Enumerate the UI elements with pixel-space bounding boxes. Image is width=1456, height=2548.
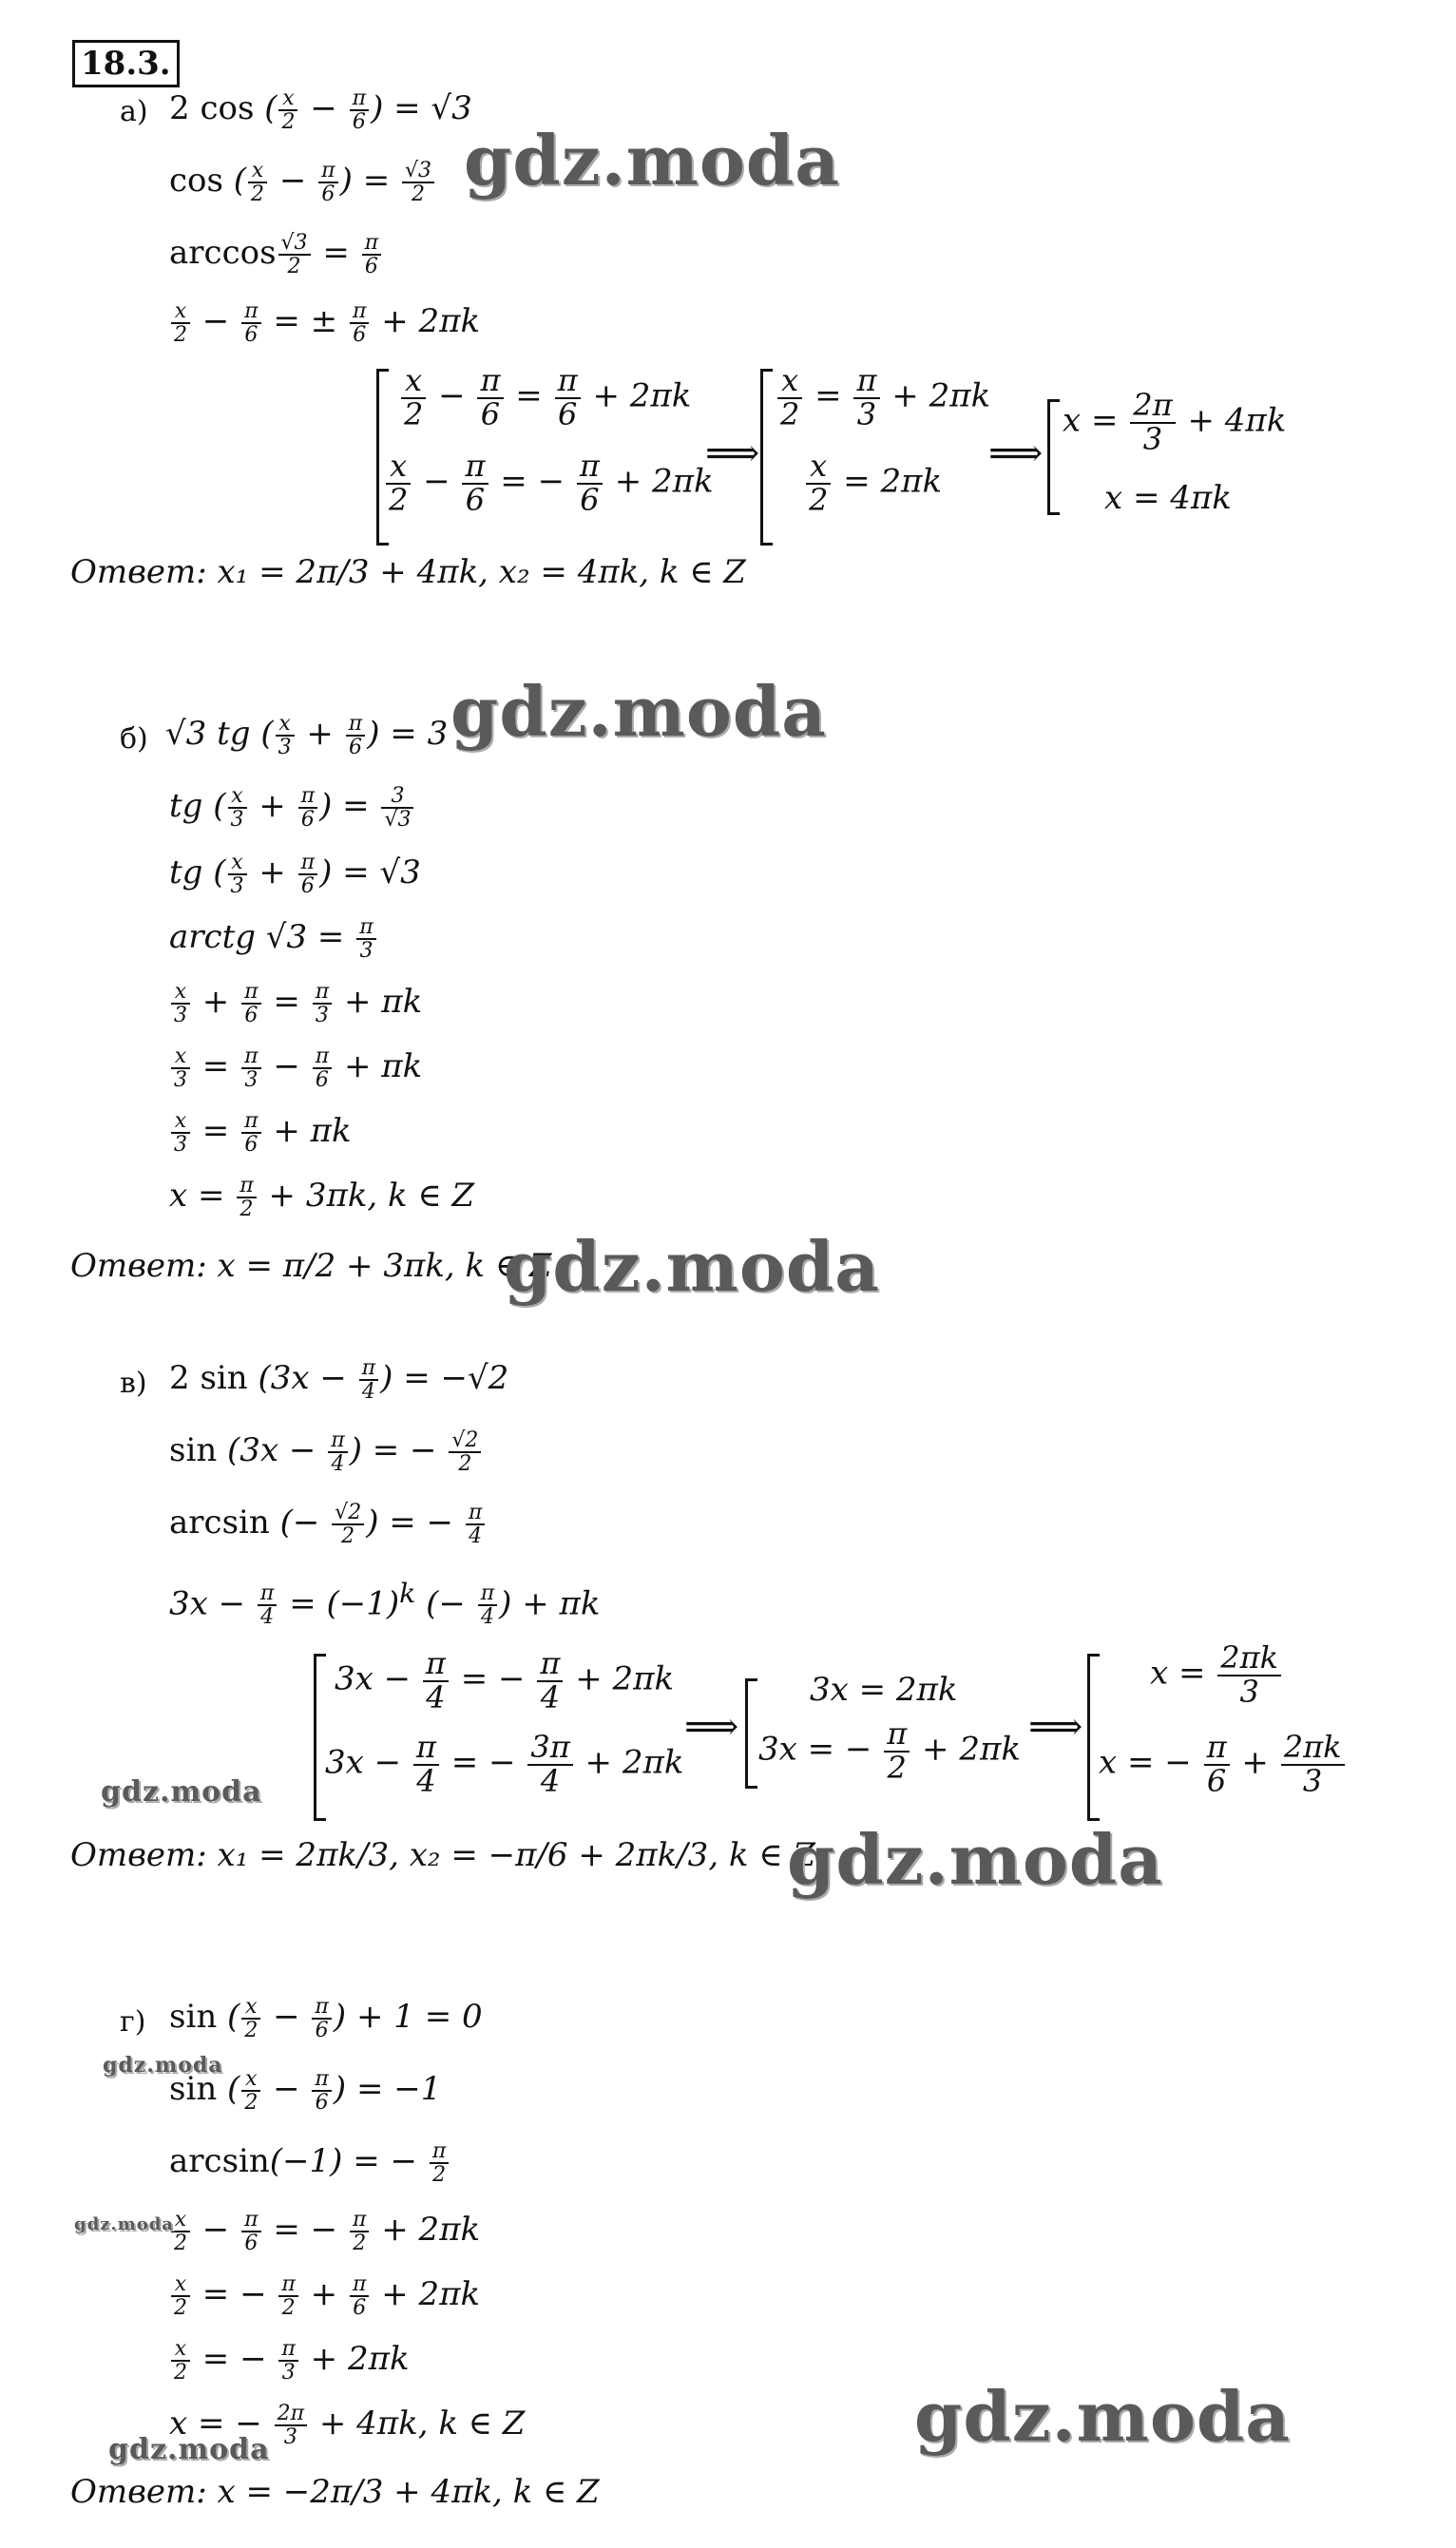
part-b-eq-4: arctg √3 = $\frac{\pi}{3}$	[169, 916, 378, 962]
part-a-eq-3: arccos $\frac{√3}{2}$ = $\frac{\pi}{6}$	[169, 232, 383, 278]
part-b-eq-1: √3 tg ( $\frac{x}{3}$ + $\frac{\pi}{6}$ ) = 3	[165, 712, 449, 760]
part-c-sys3-line1: x = $\frac{2\pi k}{3}$	[1150, 1642, 1283, 1708]
part-a-sys2-line1: $\frac{x}{2}$ = $\frac{\pi}{3}$ + 2πk	[776, 365, 990, 431]
part-d-eq-7: x = − $\frac{2\pi}{3}$ + 4πk, k ∈ Z	[169, 2402, 526, 2450]
part-a-eq-1: 2 cos ( $\frac{x}{2}$ − $\frac{\pi}{6}$ ) = √3	[169, 86, 472, 135]
part-b-eq-6: $\frac{x}{3}$ = $\frac{\pi}{3}$ − $\frac{\pi}{6}$ + πk	[169, 1045, 422, 1091]
part-c-bracket-2	[745, 1678, 757, 1789]
part-c-eq-1: 2 sin (3x − $\frac{\pi}{4}$ ) = −√2	[169, 1356, 509, 1405]
part-c-eq-4: 3x − $\frac{\pi}{4}$ = $(-1)^k$ (− $\frac{\pi}{4}$ ) + πk	[169, 1578, 601, 1630]
part-d-eq-6: $\frac{x}{2}$ = − $\frac{\pi}{3}$ + 2πk	[169, 2338, 410, 2384]
part-d-eq-5: $\frac{x}{2}$ = − $\frac{\pi}{2}$ + $\frac{\pi}{6}$ + 2πk	[169, 2273, 480, 2319]
part-c-sys1-line2: 3x − $\frac{\pi}{4}$ = − $\frac{3\pi}{4}$ + 2πk	[325, 1729, 684, 1799]
part-d-eq-4: $\frac{x}{2}$ − $\frac{\pi}{6}$ = − $\frac{\pi}{2}$ + 2πk	[169, 2209, 480, 2254]
watermark-4: gdz.moda	[101, 1775, 262, 1809]
part-a-eq-2: cos ( $\frac{x}{2}$ − $\frac{\pi}{6}$ ) = $\frac{√3}{2}$	[169, 160, 436, 205]
part-d-label: г)	[120, 2005, 146, 2039]
part-d-answer-text: : x = −2π/3 + 4πk, k ∈ Z	[196, 2473, 600, 2511]
part-a-answer: Ответ: x₁ = 2π/3 + 4πk, x₂ = 4πk, k ∈ Z	[70, 553, 746, 591]
part-a-sys1-line2: $\frac{x}{2}$ − $\frac{\pi}{6}$ = − $\frac{\pi}{6}$ + 2πk	[384, 450, 714, 516]
part-a-eq-4: $\frac{x}{2}$ − $\frac{\pi}{6}$ = ± $\frac{\pi}{6}$ + 2πk	[169, 300, 480, 346]
part-c-sys1-line1: 3x − $\frac{\pi}{4}$ = − $\frac{\pi}{4}$ + 2πk	[335, 1645, 675, 1715]
part-a-sys1-line1: $\frac{x}{2}$ − $\frac{\pi}{6}$ = $\frac{\pi}{6}$ + 2πk	[399, 365, 691, 431]
part-b-eq-5: $\frac{x}{3}$ + $\frac{\pi}{6}$ = $\frac{\pi}{3}$ + πk	[169, 981, 422, 1026]
part-c-sys2-line2: 3x = − $\frac{\pi}{2}$ + 2πk	[758, 1715, 1021, 1786]
part-d-answer: Ответ: x = −2π/3 + 4πk, k ∈ Z	[70, 2473, 600, 2511]
part-c-label: в)	[120, 1367, 147, 1400]
part-d-eq-3: arcsin(−1) = − $\frac{\pi}{2}$	[169, 2140, 450, 2186]
watermark-2: gdz.moda	[450, 671, 827, 752]
watermark-5: gdz.moda	[787, 1819, 1163, 1900]
part-b-eq-3: tg ( $\frac{x}{3}$ + $\frac{\pi}{6}$ ) = √3	[169, 851, 421, 899]
watermark-3: gdz.moda	[504, 1226, 880, 1307]
part-a-implies-2: ⟹	[988, 431, 1044, 475]
part-a-bracket-2	[760, 369, 773, 546]
part-c-implies-1: ⟹	[684, 1705, 739, 1749]
part-b-eq-2: tg ( $\frac{x}{3}$ + $\frac{\pi}{6}$ ) = $\frac{3}{√3}$	[169, 785, 415, 831]
part-b-answer-text: : x = π/2 + 3πk, k ∈ Z	[196, 1247, 552, 1285]
part-c-eq-3: arcsin (− $\frac{√2}{2}$ ) = − $\frac{\pi}{4}$	[169, 1502, 487, 1547]
part-c-eq-2: sin (3x − $\frac{\pi}{4}$ ) = − $\frac{√2}{2}$	[169, 1429, 483, 1475]
part-b-label: б)	[120, 722, 148, 756]
watermark-9: gdz.moda	[914, 2376, 1291, 2457]
watermark-6: gdz.moda	[103, 2053, 223, 2078]
problem-number: 18.3.	[72, 40, 180, 87]
part-b-eq-7: $\frac{x}{3}$ = $\frac{\pi}{6}$ + πk	[169, 1110, 352, 1156]
part-c-implies-2: ⟹	[1028, 1705, 1083, 1749]
part-c-sys3-line2: x = − $\frac{\pi}{6}$ + $\frac{2\pi k}{3}$	[1099, 1732, 1347, 1797]
watermark-8: gdz.moda	[108, 2433, 270, 2466]
part-a-bracket-3	[1047, 399, 1060, 515]
part-c-sys2-line1: 3x = 2πk	[810, 1671, 958, 1709]
part-a-sys3-line1: x = $\frac{2\pi}{3}$ + 4πk	[1063, 387, 1287, 457]
part-a-label: а)	[120, 95, 148, 128]
part-b-eq-8: x = $\frac{\pi}{2}$ + 3πk, k ∈ Z	[169, 1174, 475, 1222]
part-b-answer: Ответ: x = π/2 + 3πk, k ∈ Z	[70, 1247, 552, 1285]
part-c-answer-text: : x₁ = 2πk/3, x₂ = −π/6 + 2πk/3, k ∈ Z	[196, 1836, 815, 1874]
part-a-sys3-line2: x = 4πk	[1104, 479, 1232, 517]
part-d-eq-1: sin ( $\frac{x}{2}$ − $\frac{\pi}{6}$ ) + 1 = 0	[169, 1995, 483, 2043]
part-a-sys2-line2: $\frac{x}{2}$ = 2πk	[804, 450, 942, 516]
watermark-7: gdz.moda	[74, 2214, 174, 2234]
watermark-1: gdz.moda	[464, 120, 840, 201]
part-d-eq-2: sin ( $\frac{x}{2}$ − $\frac{\pi}{6}$ ) = −1	[169, 2067, 442, 2116]
part-c-answer: Ответ: x₁ = 2πk/3, x₂ = −π/6 + 2πk/3, k ∈ Z	[70, 1836, 815, 1874]
part-a-implies-1: ⟹	[705, 431, 760, 475]
part-a-answer-text: : x₁ = 2π/3 + 4πk, x₂ = 4πk, k ∈ Z	[196, 553, 746, 591]
